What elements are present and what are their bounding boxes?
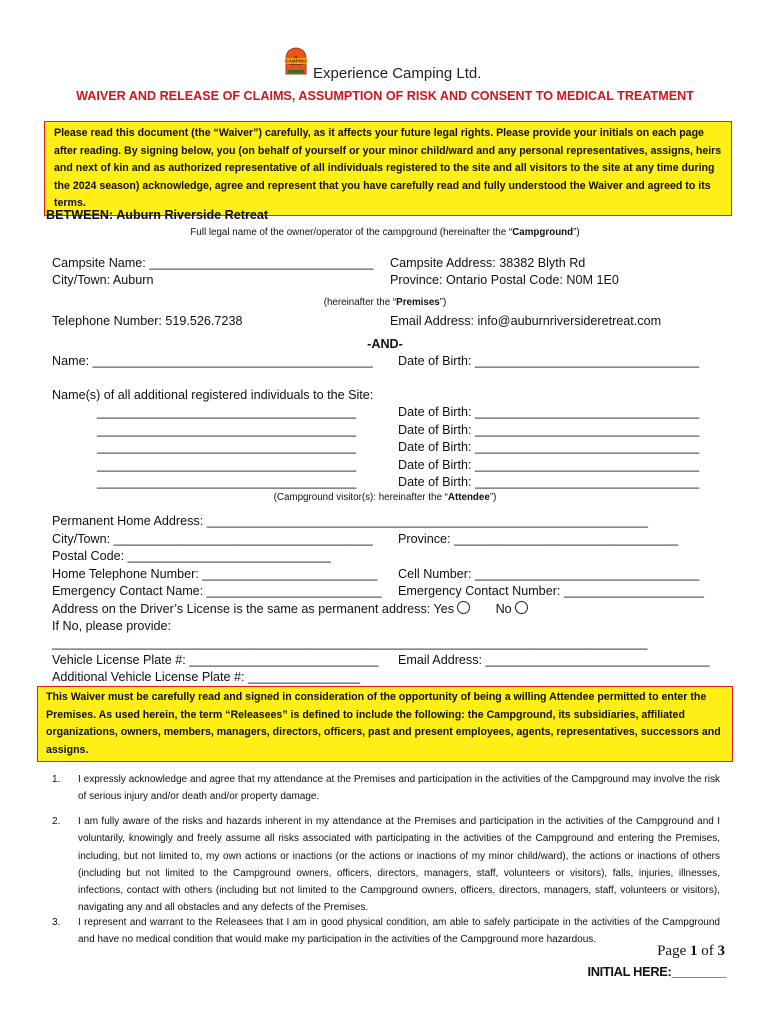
initial-here-field[interactable]: INITIAL HERE:________	[587, 964, 726, 979]
clause-text: I am fully aware of the risks and hazards inherent in my attendance at the Premises and participation in the activities of the Campground and I voluntarily, knowingly and freely assume all risks associated with participating in the activities of the Campground and entering the Premises, including, but not limited to, my own actions or inactions (or the actions or inactions of my minor child/ward), the actions or inactions of others (including but not limited to the Campground owners, officers, directors, managers, staff, volunteers or visitors), falls, injuries, illnesses, infections, contact with others (including but not limited to the Campground owners, officers, directors, managers, staff, volunteers or visitors), navigating any and all obstacles and any defects of the Premises.	[78, 816, 720, 914]
company-name: Experience Camping Ltd.	[313, 65, 482, 82]
attendee-name-field[interactable]: Name: ________________________________________	[52, 354, 373, 368]
additional-vehicle-plate-field[interactable]: Additional Vehicle License Plate #: ________________	[52, 670, 361, 684]
additional-name-field[interactable]: _____________________________________	[97, 458, 357, 472]
clause-number: 2.	[52, 816, 61, 827]
home-phone-field[interactable]: Home Telephone Number: _________________________	[52, 567, 378, 581]
additional-individuals-label: Name(s) of all additional registered individuals to the Site:	[52, 388, 374, 402]
page-number: Page 1 of 3	[657, 943, 725, 959]
license-question-label: Address on the Driver’s License is the same as permanent address: Yes	[52, 602, 455, 616]
province-field[interactable]: Province: ________________________________	[398, 532, 679, 546]
campsite-email: Email Address: info@auburnriversideretreat.com	[390, 314, 662, 328]
additional-dob-field[interactable]: Date of Birth: ________________________________	[398, 458, 700, 472]
email-field[interactable]: Email Address: ________________________________	[398, 653, 710, 667]
vehicle-plate-field[interactable]: Vehicle License Plate #: ___________________________	[52, 653, 379, 667]
additional-name-field[interactable]: _____________________________________	[97, 440, 357, 454]
campsite-telephone: Telephone Number: 519.526.7238	[52, 314, 243, 328]
emergency-contact-name-field[interactable]: Emergency Contact Name: _________________________	[52, 584, 382, 598]
emergency-contact-number-field[interactable]: Emergency Contact Number: ____________________	[398, 584, 704, 598]
clause-text: I represent and warrant to the Releasees that I am in good physical condition, am able to safely participate in the activities of the Campground and have no medical condition that would make my participation in the activities of the Campground more hazardous.	[78, 917, 720, 946]
city-field[interactable]: City/Town: _____________________________________	[52, 532, 373, 546]
cell-number-field[interactable]: Cell Number: ________________________________	[398, 567, 700, 581]
postal-code-field[interactable]: Postal Code: _____________________________	[52, 549, 331, 563]
no-radio[interactable]	[515, 601, 528, 614]
logo-text: CAMPING	[285, 58, 307, 64]
document-title: WAIVER AND RELEASE OF CLAIMS, ASSUMPTION OF RISK AND CONSENT TO MEDICAL TREATMENT	[76, 89, 694, 103]
home-address-field[interactable]: Permanent Home Address: _______________________________________________________________	[52, 514, 648, 528]
additional-name-field[interactable]: _____________________________________	[97, 423, 357, 437]
and-divider: -AND-	[367, 337, 403, 351]
camping-logo-icon	[279, 44, 313, 78]
important-notice: Please read this document (the “Waiver”) carefully, as it affects your future legal rights. Please provide your initials on each page after reading. By signing below, you (on behalf of yourself or your minor child/ward and any personal representatives, assigns, heirs and next of kin and as authorized representative of all individuals registered to the site and all visitors to the site at any time during the 2024 season) acknowledge, agree and represent that you have carefully read and fully understood the Waiver and agreed to its terms.	[44, 121, 732, 216]
releasees-notice: This Waiver must be carefully read and signed in consideration of the opportunity of being a willing Attendee permitted to enter the Premises. As used herein, the term “Releasees” is defined to include the following: the Campground, its subsidiaries, affiliated organizations, owners, members, managers, directors, officers, past and present employees, agents, representatives, successors and assigns.	[37, 686, 733, 762]
alternate-address-field[interactable]: _____________________________________________________________________________________	[52, 636, 648, 650]
clause-number: 1.	[52, 774, 61, 785]
campsite-city: City/Town: Auburn	[52, 273, 154, 287]
additional-name-field[interactable]: _____________________________________	[97, 475, 357, 489]
additional-dob-field[interactable]: Date of Birth: ________________________________	[398, 423, 700, 437]
additional-dob-field[interactable]: Date of Birth: ________________________________	[398, 475, 700, 489]
no-label: No	[495, 602, 512, 616]
campsite-address: Campsite Address: 38382 Blyth Rd	[390, 256, 586, 270]
owner-caption: Full legal name of the owner/operator of the campground (hereinafter the “Campground”)	[190, 227, 580, 238]
yes-radio[interactable]	[457, 601, 470, 614]
attendee-dob-field[interactable]: Date of Birth: ________________________________	[398, 354, 700, 368]
license-address-question	[52, 601, 528, 616]
campsite-name-field[interactable]: Campsite Name: ________________________________	[52, 256, 374, 270]
between-line: BETWEEN: Auburn Riverside Retreat	[46, 208, 269, 222]
clause-item	[52, 914, 720, 949]
additional-dob-field[interactable]: Date of Birth: ________________________________	[398, 405, 700, 419]
premises-caption: (hereinafter the “Premises”)	[323, 297, 447, 308]
if-no-label: If No, please provide:	[52, 619, 172, 633]
clause-number: 3.	[52, 917, 61, 928]
clause-text: I expressly acknowledge and agree that my attendance at the Premises and participation in the activities of the Campground may involve the risk of serious injury and/or death and/or property damage.	[78, 774, 720, 803]
attendee-caption: (Campground visitor(s): hereinafter the “Attendee”)	[273, 492, 497, 503]
clause-item	[52, 771, 720, 806]
campsite-province: Province: Ontario Postal Code: N0M 1E0	[390, 273, 619, 287]
additional-name-field[interactable]: _____________________________________	[97, 405, 357, 419]
additional-dob-field[interactable]: Date of Birth: ________________________________	[398, 440, 700, 454]
clause-item	[52, 813, 720, 917]
